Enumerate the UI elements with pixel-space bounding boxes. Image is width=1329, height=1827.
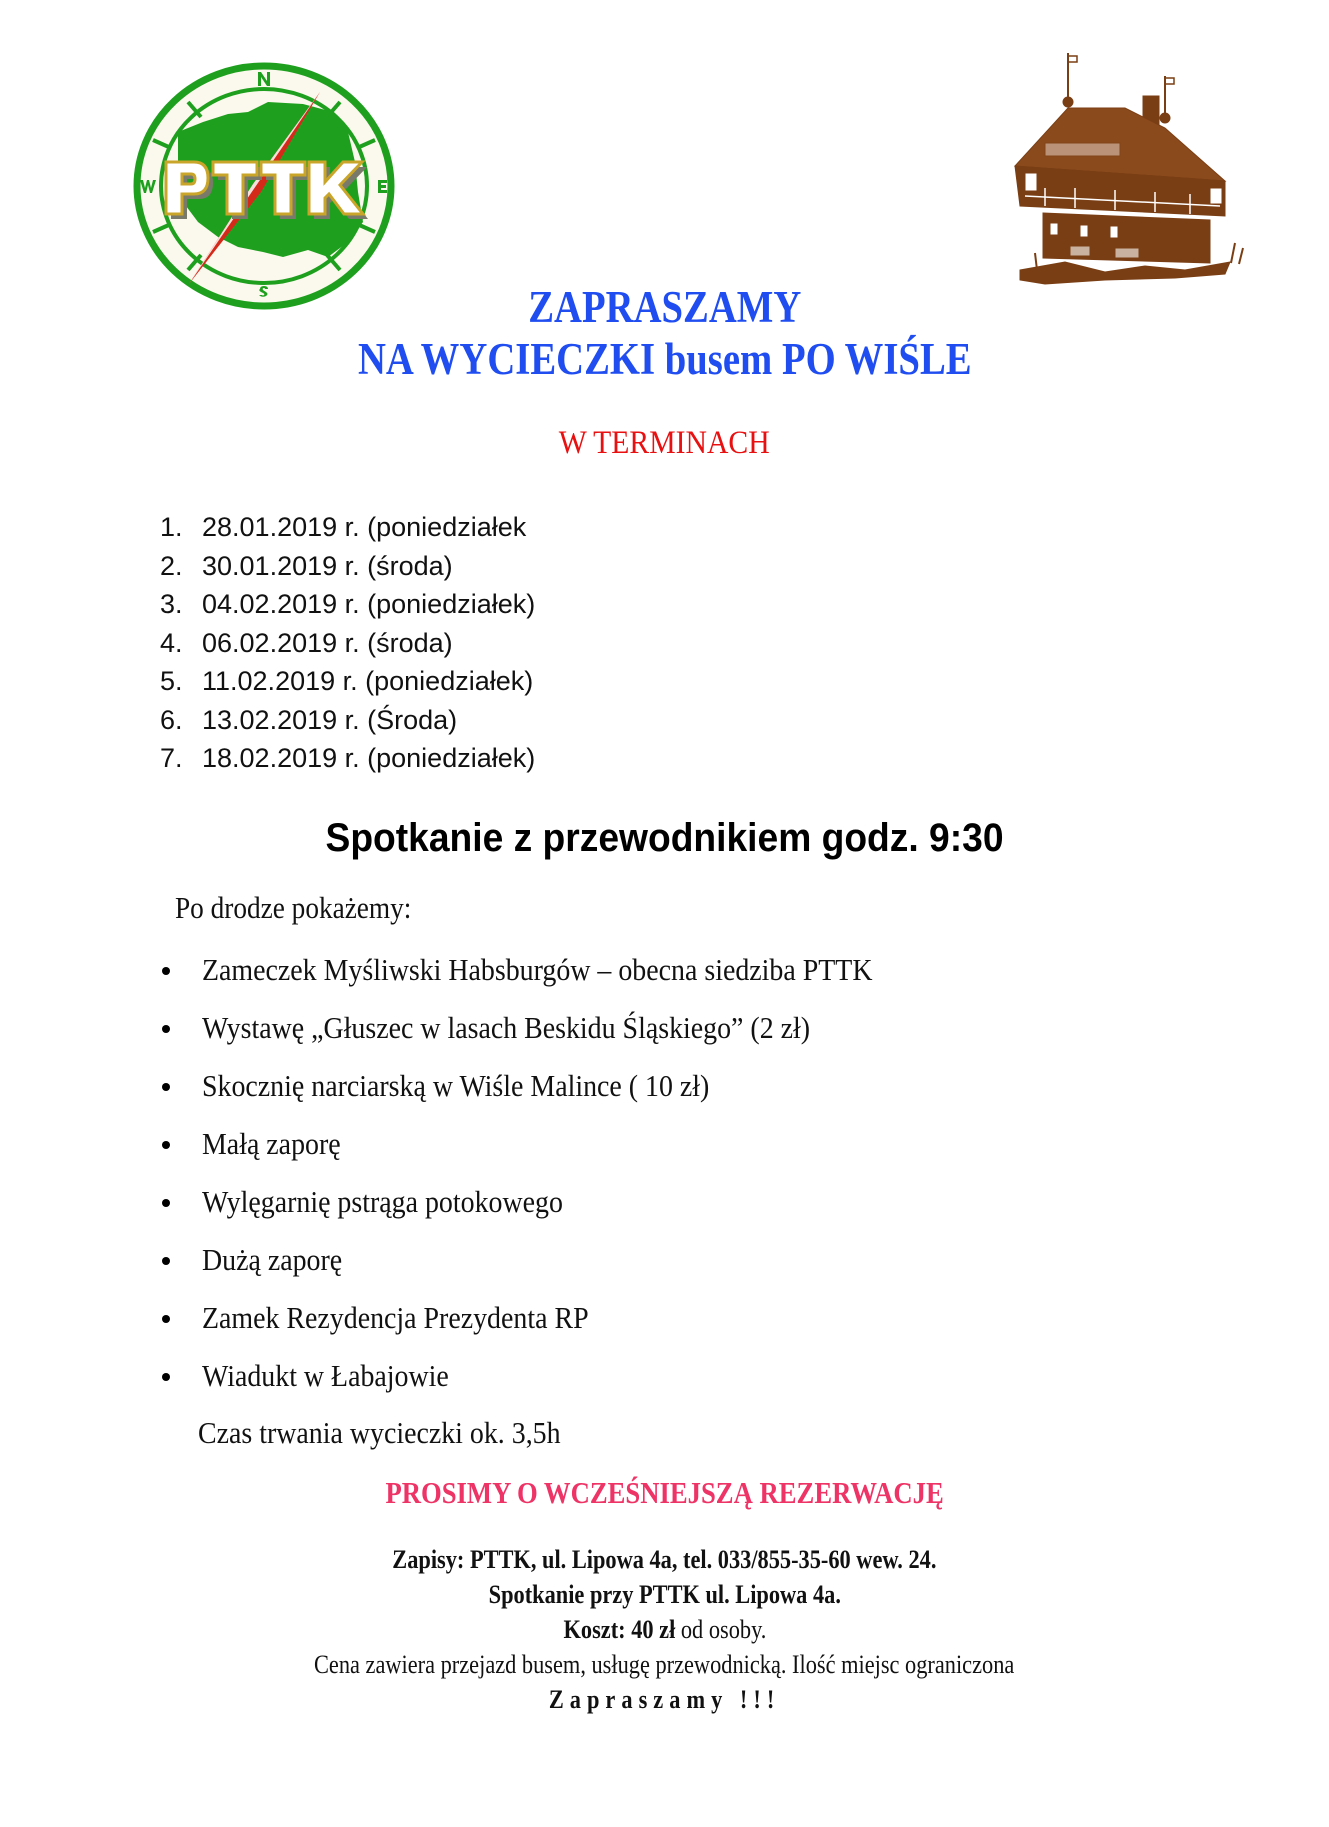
title-line-1 [0, 282, 1329, 334]
bullet-icon [162, 1315, 170, 1323]
signup-text: Zapisy: PTTK, ul. Lipowa 4a, tel. 033/855-35-60 wew. 24. [392, 1545, 937, 1574]
date-number: 1. [160, 512, 183, 542]
bullet-icon [162, 1141, 170, 1149]
date-number: 3. [160, 589, 183, 619]
bullet-icon [162, 1257, 170, 1265]
date-item [160, 624, 535, 663]
date-number: 6. [160, 704, 183, 735]
meeting-time-heading [0, 815, 1329, 861]
attraction-item [162, 1356, 947, 1414]
attraction-item [162, 1008, 947, 1066]
date-item [160, 585, 535, 624]
reservation-notice [0, 1475, 1329, 1511]
attraction-item [162, 1066, 947, 1124]
date-number: 2. [160, 550, 183, 581]
price-info-text: Cena zawiera przejazd busem, usługę przewodnicką. Ilość miejsc ograniczona [314, 1650, 1015, 1679]
date-item [160, 508, 535, 547]
intro-text [175, 890, 444, 926]
attraction-item [162, 1298, 947, 1356]
date-item [160, 662, 535, 701]
title-line-2-text: NA WYCIECZKI busem PO WIŚLE [357, 334, 972, 384]
closing-text: Zapraszamy !!! [548, 1685, 781, 1714]
date-number: 7. [160, 743, 183, 773]
attraction-item [162, 1240, 947, 1298]
cost-label: Koszt: 40 zł [563, 1615, 675, 1644]
title-line-1-text: ZAPRASZAMY [527, 282, 802, 332]
date-text: 06.02.2019 r. (środa) [202, 627, 453, 658]
attraction-text: Zameczek Myśliwski Habsburgów – obecna siedziba PTTK [202, 952, 873, 987]
meeting-place-text: Spotkanie przy PTTK ul. Lipowa 4a. [488, 1580, 841, 1609]
cost-suffix: od osoby. [674, 1615, 766, 1644]
duration-label: Czas trwania wycieczki ok. 3,5h [198, 1415, 561, 1450]
attraction-text: Skocznię narciarską w Wiśle Malince ( 10 zł) [202, 1068, 710, 1103]
subtitle [0, 425, 1329, 463]
date-number: 5. [160, 666, 183, 696]
pttk-logo [133, 62, 395, 310]
bullet-icon [162, 1199, 170, 1207]
bullet-icon [162, 1025, 170, 1033]
bullet-icon [162, 1373, 170, 1381]
house-illustration [985, 48, 1255, 288]
attraction-text: Zamek Rezydencja Prezydenta RP [202, 1300, 589, 1335]
attraction-text: Wylęgarnię pstrąga potokowego [202, 1184, 563, 1219]
date-item [160, 547, 535, 586]
attraction-text: Wiadukt w Łabajowie [202, 1358, 449, 1393]
attraction-item [162, 1182, 947, 1240]
date-text: 18.02.2019 r. (poniedziałek) [202, 743, 536, 773]
attraction-item [162, 950, 947, 1008]
bullet-icon [162, 967, 170, 975]
attraction-item [162, 1124, 947, 1182]
subtitle-text: W TERMINACH [559, 425, 770, 461]
date-text: 30.01.2019 r. (środa) [202, 550, 453, 581]
attraction-text: Wystawę „Głuszec w lasach Beskidu Śląskiego” (2 zł) [202, 1010, 811, 1045]
cost-info [0, 1615, 1329, 1645]
date-text: 28.01.2019 r. (poniedziałek [202, 512, 527, 542]
cost-line [563, 1615, 766, 1645]
date-text: 13.02.2019 r. (Środa) [202, 704, 458, 735]
meeting-place [0, 1580, 1329, 1610]
attractions-list [162, 950, 947, 1414]
date-text: 11.02.2019 r. (poniedziałek) [202, 666, 534, 696]
attraction-text: Dużą zaporę [202, 1242, 343, 1277]
date-item [160, 701, 535, 740]
bullet-icon [162, 1083, 170, 1091]
reservation-text: PROSIMY O WCZEŚNIEJSZĄ REZERWACJĘ [385, 1475, 944, 1510]
date-item [160, 739, 535, 778]
duration-text [198, 1415, 601, 1451]
signup-info [0, 1545, 1329, 1575]
attraction-text: Małą zaporę [202, 1126, 341, 1161]
dates-list [160, 508, 535, 778]
meeting-time-text: Spotkanie z przewodnikiem godz. 9:30 [325, 816, 1004, 860]
date-text: 04.02.2019 r. (poniedziałek) [202, 589, 536, 619]
date-number: 4. [160, 627, 183, 658]
closing-line [0, 1685, 1329, 1715]
intro-label: Po drodze pokażemy: [175, 890, 412, 925]
price-info [0, 1650, 1329, 1680]
title-line-2 [0, 334, 1329, 386]
